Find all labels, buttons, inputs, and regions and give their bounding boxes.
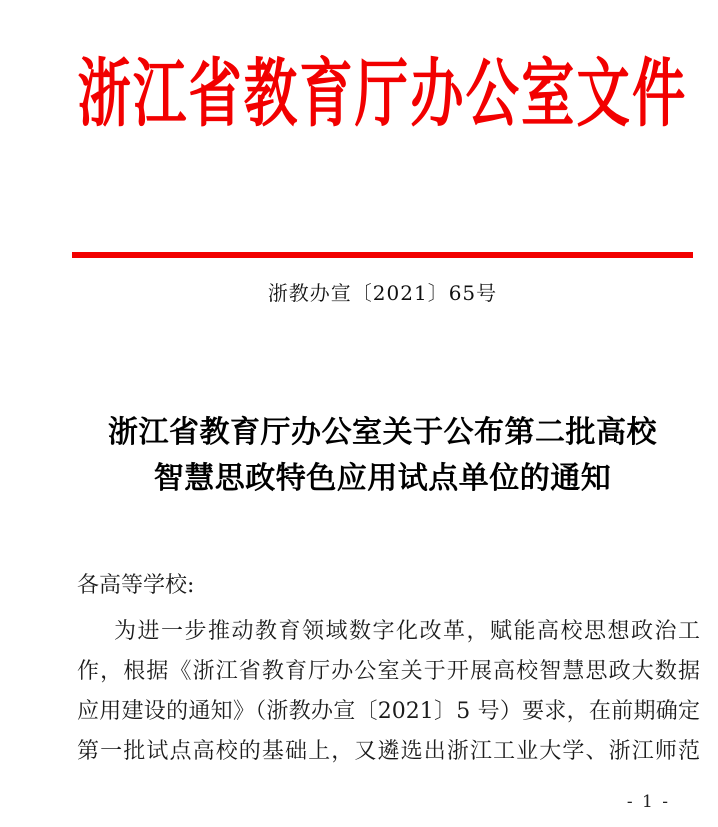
body-line: 作，根据《浙江省教育厅办公室关于开展高校智慧思政大数据 — [77, 659, 700, 684]
body-line: 第一批试点高校的基础上，又遴选出浙江工业大学、浙江师范 — [77, 739, 700, 764]
document-body — [77, 566, 700, 772]
body-line: 应用建设的通知》（浙教办宣〔2021〕5 号）要求，在前期确定 — [77, 699, 700, 724]
body-line: 为进一步推动教育领域数字化改革，赋能高校思想政治工 — [114, 619, 700, 644]
document-title-line-1: 浙江省教育厅办公室关于公布第二批高校 — [108, 415, 657, 450]
letterhead-title-text: 浙江省教育厅办公室文件 — [77, 51, 688, 137]
salutation: 各高等学校: — [77, 573, 195, 598]
document-reference-number: 浙教办宣〔2021〕65号 — [267, 281, 498, 305]
body-paragraph — [77, 612, 700, 772]
letterhead-title — [72, 50, 693, 138]
document-title-line-2: 智慧思政特色应用试点单位的通知 — [153, 461, 612, 496]
red-divider-line — [72, 252, 693, 258]
document-title — [72, 410, 693, 502]
page-number: - 1 - — [626, 792, 670, 812]
